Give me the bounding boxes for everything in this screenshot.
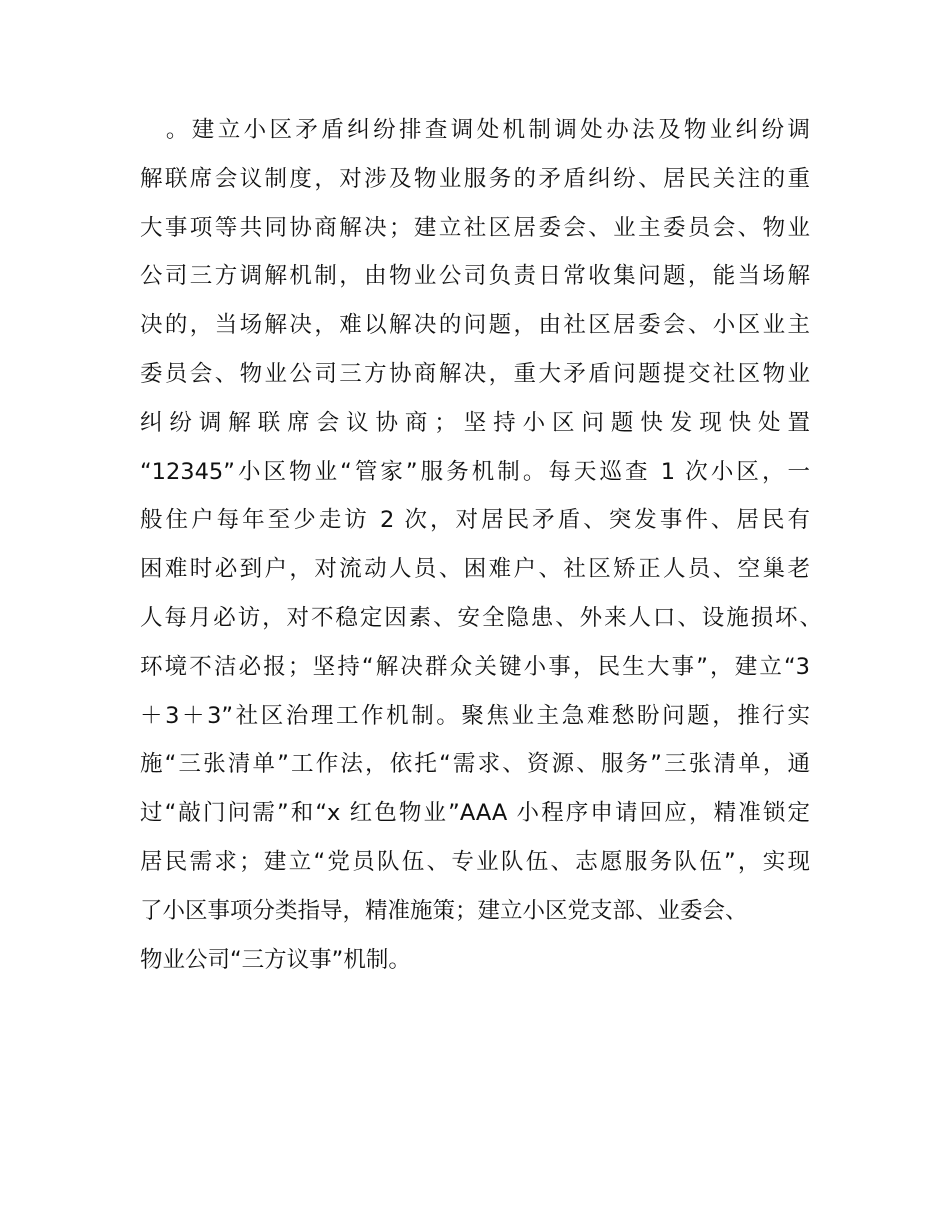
text-line: 委员会、物业公司三方协商解决，重大矛盾问题提交社区物业 [140,360,810,387]
text-line: 了小区事项分类指导，精准施策；建立小区党支部、业委会、 [140,897,748,924]
text-line: 。建立小区矛盾纠纷排查调处机制调处办法及物业纠纷调 [140,117,810,143]
text-line: 公司三方调解机制，由物业公司负责日常收集问题，能当场解 [140,263,810,290]
text-line: 大事项等共同协商解决；建立社区居委会、业主委员会、物业 [140,214,810,241]
text-line: 环境不洁必报；坚持“解决群众关键小事，民生大事”，建立“3 [140,653,810,680]
text-line: 施“三张清单”工作法，依托“需求、资源、服务”三张清单，通 [140,751,810,778]
text-line: “12345”小区物业“管家”服务机制。每天巡查 1 次小区，一 [140,458,810,485]
text-line: 居民需求；建立“党员队伍、专业队伍、志愿服务队伍”，实现 [140,848,810,875]
text-line: ＋3＋3”社区治理工作机制。聚焦业主急难愁盼问题，推行实 [140,702,810,729]
text-line: 纠纷调解联席会议协商；坚持小区问题快发现快处置 [140,409,810,436]
body-paragraph [140,110,840,988]
text-line: 决的，当场解决，难以解决的问题，由社区居委会、小区业主 [140,312,810,339]
text-line: 困难时必到户，对流动人员、困难户、社区矫正人员、空巢老 [140,556,810,583]
text-line: 人每月必访，对不稳定因素、安全隐患、外来人口、设施损坏、 [140,604,822,631]
text-line: 物业公司“三方议事”机制。 [140,946,411,973]
text-line: 过“敲门问需”和“x 红色物业”AAA 小程序申请回应，精准锁定 [140,800,810,827]
text-line: 般住户每年至少走访 2 次，对居民矛盾、突发事件、居民有 [140,507,810,534]
text-line: 解联席会议制度，对涉及物业服务的矛盾纠纷、居民关注的重 [140,165,810,192]
